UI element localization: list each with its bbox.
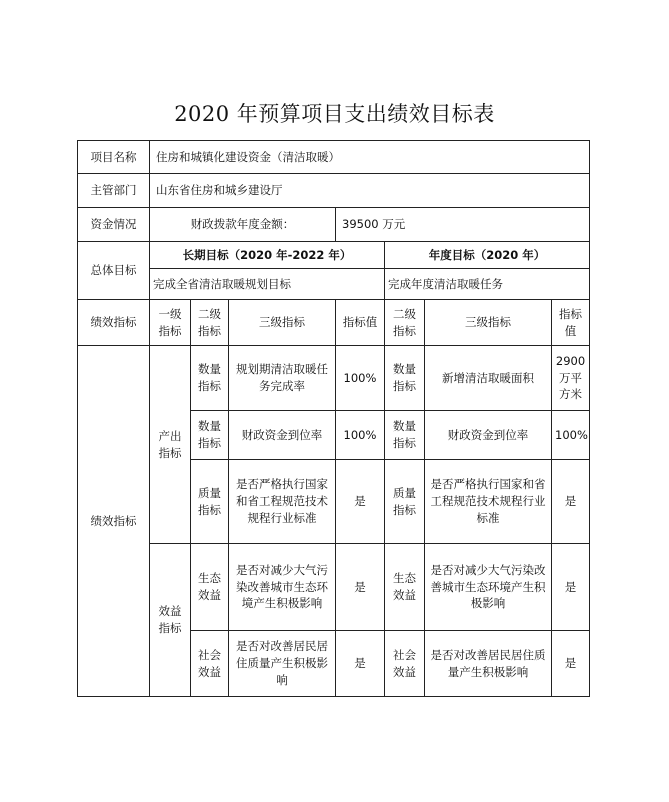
level2-cell: 数量指标 — [191, 411, 229, 460]
annual-level2-cell: 数量指标 — [385, 411, 425, 460]
long-term-header: 长期目标（2020 年-2022 年） — [150, 242, 385, 269]
funds-row — [78, 208, 590, 242]
annual-value-cell: 100% — [552, 411, 590, 460]
annual-value-cell: 是 — [552, 631, 590, 697]
level3-cell: 规划期清洁取暖任务完成率 — [229, 346, 336, 411]
level2-cell: 生态效益 — [191, 544, 229, 631]
funds-sub-label: 财政拨款年度金额： — [150, 208, 336, 242]
overall-label: 总体目标 — [78, 242, 150, 300]
overall-header-row — [78, 242, 590, 269]
funds-value: 39500 万元 — [336, 208, 590, 242]
level3-cell: 是否对减少大气污染改善城市生态环境产生积极影响 — [229, 544, 336, 631]
output-group-label: 产出指标 — [150, 346, 191, 544]
annual-value-cell: 是 — [552, 460, 590, 544]
indicators-header-label: 绩效指标 — [78, 300, 150, 346]
long-term-text: 完成全省清洁取暖规划目标 — [150, 269, 385, 300]
table-row — [78, 544, 590, 631]
annual-level3-cell: 财政资金到位率 — [425, 411, 552, 460]
annual-level2-cell: 质量指标 — [385, 460, 425, 544]
project-name-value: 住房和城镇化建设资金（清洁取暖） — [150, 141, 590, 174]
annual-value-header: 指标值 — [552, 300, 590, 346]
annual-value-cell: 2900 万平方米 — [552, 346, 590, 411]
department-value: 山东省住房和城乡建设厅 — [150, 174, 590, 208]
annual-level3-cell: 是否严格执行国家和省工程规范技术规程行业标准 — [425, 460, 552, 544]
annual-text: 完成年度清洁取暖任务 — [385, 269, 590, 300]
level3-header: 三级指标 — [229, 300, 336, 346]
annual-level3-cell: 新增清洁取暖面积 — [425, 346, 552, 411]
level3-cell: 财政资金到位率 — [229, 411, 336, 460]
value-cell: 是 — [336, 631, 385, 697]
level3-cell: 是否对改善居民居住质量产生积极影响 — [229, 631, 336, 697]
level3-cell: 是否严格执行国家和省工程规范技术规程行业标准 — [229, 460, 336, 544]
value-header: 指标值 — [336, 300, 385, 346]
value-cell: 是 — [336, 460, 385, 544]
funds-label: 资金情况 — [78, 208, 150, 242]
department-label: 主管部门 — [78, 174, 150, 208]
annual-level3-cell: 是否对改善居民居住质量产生积极影响 — [425, 631, 552, 697]
level2-cell: 数量指标 — [191, 346, 229, 411]
page-title: 2020 年预算项目支出绩效目标表 — [174, 102, 495, 126]
department-row — [78, 174, 590, 208]
annual-level3-header: 三级指标 — [425, 300, 552, 346]
table-row — [78, 346, 590, 411]
annual-level3-cell: 是否对减少大气污染改善城市生态环境产生积极影响 — [425, 544, 552, 631]
value-cell: 是 — [336, 544, 385, 631]
annual-level2-cell: 社会效益 — [385, 631, 425, 697]
performance-label: 绩效指标 — [78, 346, 150, 697]
value-cell: 100% — [336, 346, 385, 411]
indicators-header-row — [78, 300, 590, 346]
level2-cell: 质量指标 — [191, 460, 229, 544]
performance-target-table — [77, 140, 590, 697]
annual-level2-header: 二级指标 — [385, 300, 425, 346]
overall-text-row — [78, 269, 590, 300]
project-name-row — [78, 141, 590, 174]
benefit-group-label: 效益指标 — [150, 544, 191, 697]
level1-header: 一级指标 — [150, 300, 191, 346]
annual-value-cell: 是 — [552, 544, 590, 631]
level2-header: 二级指标 — [191, 300, 229, 346]
annual-level2-cell: 数量指标 — [385, 346, 425, 411]
annual-level2-cell: 生态效益 — [385, 544, 425, 631]
level2-cell: 社会效益 — [191, 631, 229, 697]
annual-header: 年度目标（2020 年） — [385, 242, 590, 269]
project-name-label: 项目名称 — [78, 141, 150, 174]
value-cell: 100% — [336, 411, 385, 460]
